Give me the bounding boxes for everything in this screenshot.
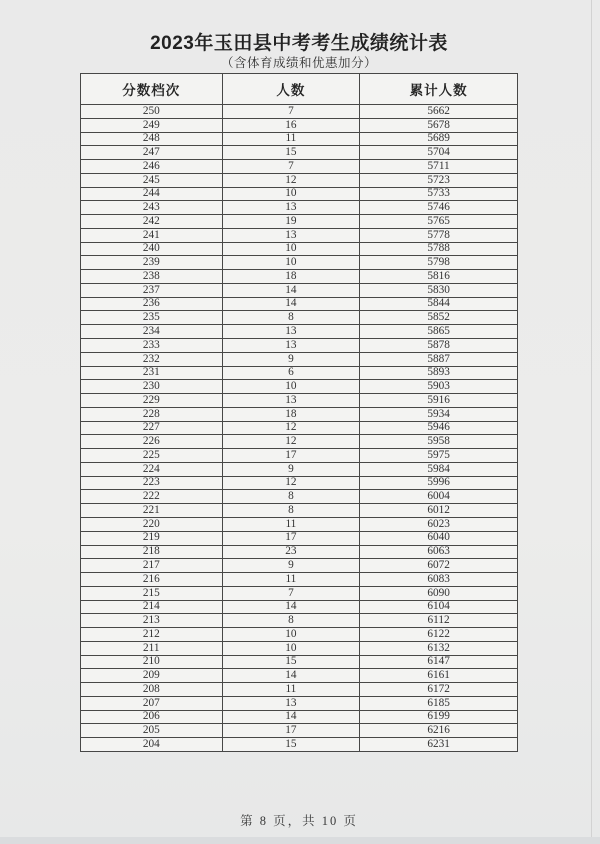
table-row <box>81 614 518 628</box>
table-row <box>81 683 518 697</box>
table-cell: 208 <box>81 683 223 697</box>
table-cell: 12 <box>222 421 360 435</box>
table-row <box>81 669 518 683</box>
table-row <box>81 311 518 325</box>
table-cell: 5958 <box>360 435 518 449</box>
table-cell: 10 <box>222 628 360 642</box>
table-cell: 5934 <box>360 407 518 421</box>
table-row <box>81 696 518 710</box>
table-cell: 18 <box>222 270 360 284</box>
table-row <box>81 586 518 600</box>
table-row <box>81 710 518 724</box>
table-cell: 226 <box>81 435 223 449</box>
table-row <box>81 352 518 366</box>
table-row <box>81 160 518 174</box>
table-cell: 5946 <box>360 421 518 435</box>
table-cell: 17 <box>222 449 360 463</box>
table-cell: 5678 <box>360 118 518 132</box>
table-cell: 234 <box>81 325 223 339</box>
table-cell: 11 <box>222 683 360 697</box>
table-cell: 206 <box>81 710 223 724</box>
table-cell: 229 <box>81 394 223 408</box>
table-cell: 241 <box>81 228 223 242</box>
table-cell: 5746 <box>360 201 518 215</box>
table-row <box>81 146 518 160</box>
table-cell: 6199 <box>360 710 518 724</box>
table-cell: 205 <box>81 724 223 738</box>
header-score-level: 分数档次 <box>81 74 223 105</box>
table-row <box>81 325 518 339</box>
table-cell: 6132 <box>360 641 518 655</box>
table-row <box>81 380 518 394</box>
table-cell: 224 <box>81 462 223 476</box>
table-cell: 6161 <box>360 669 518 683</box>
table-cell: 233 <box>81 339 223 353</box>
table-row <box>81 132 518 146</box>
table-cell: 8 <box>222 614 360 628</box>
table-cell: 249 <box>81 118 223 132</box>
table-cell: 10 <box>222 380 360 394</box>
table-row <box>81 228 518 242</box>
table-cell: 5996 <box>360 476 518 490</box>
table-cell: 247 <box>81 146 223 160</box>
table-cell: 11 <box>222 132 360 146</box>
table-cell: 23 <box>222 545 360 559</box>
table-cell: 18 <box>222 407 360 421</box>
table-cell: 6004 <box>360 490 518 504</box>
table-row <box>81 462 518 476</box>
table-cell: 239 <box>81 256 223 270</box>
table-row <box>81 366 518 380</box>
table-cell: 9 <box>222 559 360 573</box>
table-row <box>81 449 518 463</box>
scan-bottom-shadow <box>0 837 600 844</box>
table-cell: 6104 <box>360 600 518 614</box>
table-cell: 14 <box>222 669 360 683</box>
table-cell: 15 <box>222 738 360 752</box>
table-cell: 5984 <box>360 462 518 476</box>
table-cell: 221 <box>81 504 223 518</box>
table-cell: 10 <box>222 256 360 270</box>
table-cell: 245 <box>81 173 223 187</box>
table-cell: 14 <box>222 710 360 724</box>
table-row <box>81 545 518 559</box>
page-number-footer: 第 8 页，共 10 页 <box>240 814 358 828</box>
table-cell: 5765 <box>360 215 518 229</box>
scan-page-edge <box>591 0 592 844</box>
table-cell: 209 <box>81 669 223 683</box>
table-row <box>81 490 518 504</box>
table-row <box>81 641 518 655</box>
table-cell: 5711 <box>360 160 518 174</box>
table-cell: 5733 <box>360 187 518 201</box>
table-cell: 219 <box>81 531 223 545</box>
table-cell: 5865 <box>360 325 518 339</box>
table-cell: 6 <box>222 366 360 380</box>
table-cell: 17 <box>222 531 360 545</box>
table-cell: 5903 <box>360 380 518 394</box>
table-row <box>81 517 518 531</box>
table-cell: 217 <box>81 559 223 573</box>
table-cell: 9 <box>222 462 360 476</box>
table-row <box>81 628 518 642</box>
table-row <box>81 407 518 421</box>
table-cell: 213 <box>81 614 223 628</box>
document-title: 2023年玉田县中考考生成绩统计表 <box>150 33 448 54</box>
table-cell: 212 <box>81 628 223 642</box>
table-cell: 238 <box>81 270 223 284</box>
table-row <box>81 504 518 518</box>
table-cell: 5830 <box>360 283 518 297</box>
table-cell: 232 <box>81 352 223 366</box>
table-cell: 5704 <box>360 146 518 160</box>
header-count: 人数 <box>222 74 360 105</box>
table-cell: 5844 <box>360 297 518 311</box>
table-cell: 13 <box>222 325 360 339</box>
table-row <box>81 435 518 449</box>
table-cell: 250 <box>81 105 223 119</box>
table-cell: 8 <box>222 504 360 518</box>
table-cell: 13 <box>222 696 360 710</box>
table-cell: 10 <box>222 242 360 256</box>
table-cell: 246 <box>81 160 223 174</box>
table-cell: 5916 <box>360 394 518 408</box>
table-cell: 13 <box>222 228 360 242</box>
table-row <box>81 724 518 738</box>
table-cell: 6040 <box>360 531 518 545</box>
table-row <box>81 105 518 119</box>
table-row <box>81 215 518 229</box>
score-statistics-table <box>80 73 518 752</box>
table-cell: 5887 <box>360 352 518 366</box>
table-cell: 15 <box>222 146 360 160</box>
table-cell: 237 <box>81 283 223 297</box>
table-cell: 7 <box>222 586 360 600</box>
table-cell: 19 <box>222 215 360 229</box>
table-cell: 6185 <box>360 696 518 710</box>
table-cell: 5893 <box>360 366 518 380</box>
table-cell: 227 <box>81 421 223 435</box>
table-cell: 11 <box>222 517 360 531</box>
table-cell: 6172 <box>360 683 518 697</box>
table-cell: 16 <box>222 118 360 132</box>
table-cell: 220 <box>81 517 223 531</box>
header-cumulative-count: 累计人数 <box>360 74 518 105</box>
table-cell: 5798 <box>360 256 518 270</box>
table-cell: 11 <box>222 573 360 587</box>
table-cell: 5689 <box>360 132 518 146</box>
table-cell: 5878 <box>360 339 518 353</box>
table-cell: 5852 <box>360 311 518 325</box>
table-cell: 235 <box>81 311 223 325</box>
table-cell: 218 <box>81 545 223 559</box>
table-cell: 13 <box>222 339 360 353</box>
table-row <box>81 738 518 752</box>
table-cell: 214 <box>81 600 223 614</box>
table-cell: 13 <box>222 201 360 215</box>
table-cell: 6083 <box>360 573 518 587</box>
table-cell: 14 <box>222 297 360 311</box>
table-row <box>81 573 518 587</box>
table-row <box>81 655 518 669</box>
table-cell: 6216 <box>360 724 518 738</box>
table-cell: 207 <box>81 696 223 710</box>
table-cell: 10 <box>222 641 360 655</box>
table-cell: 13 <box>222 394 360 408</box>
table-cell: 248 <box>81 132 223 146</box>
table-row <box>81 476 518 490</box>
table-cell: 6231 <box>360 738 518 752</box>
table-cell: 17 <box>222 724 360 738</box>
table-cell: 15 <box>222 655 360 669</box>
table-cell: 5788 <box>360 242 518 256</box>
table-cell: 215 <box>81 586 223 600</box>
table-cell: 7 <box>222 105 360 119</box>
table-cell: 12 <box>222 435 360 449</box>
score-table-body <box>81 105 518 752</box>
table-row <box>81 173 518 187</box>
table-cell: 10 <box>222 187 360 201</box>
table-cell: 223 <box>81 476 223 490</box>
table-cell: 5975 <box>360 449 518 463</box>
table-cell: 242 <box>81 215 223 229</box>
table-cell: 231 <box>81 366 223 380</box>
table-cell: 6012 <box>360 504 518 518</box>
table-row <box>81 118 518 132</box>
table-row <box>81 559 518 573</box>
table-cell: 225 <box>81 449 223 463</box>
table-cell: 7 <box>222 160 360 174</box>
table-cell: 6112 <box>360 614 518 628</box>
table-row <box>81 242 518 256</box>
table-cell: 12 <box>222 476 360 490</box>
table-cell: 210 <box>81 655 223 669</box>
table-cell: 12 <box>222 173 360 187</box>
table-row <box>81 339 518 353</box>
table-cell: 5723 <box>360 173 518 187</box>
table-cell: 6090 <box>360 586 518 600</box>
table-cell: 6147 <box>360 655 518 669</box>
document-subtitle: （含体育成绩和优惠加分） <box>220 56 377 70</box>
table-row <box>81 600 518 614</box>
table-cell: 228 <box>81 407 223 421</box>
table-row <box>81 283 518 297</box>
table-cell: 9 <box>222 352 360 366</box>
table-cell: 222 <box>81 490 223 504</box>
table-cell: 5816 <box>360 270 518 284</box>
table-row <box>81 187 518 201</box>
table-cell: 6023 <box>360 517 518 531</box>
table-cell: 8 <box>222 490 360 504</box>
table-cell: 6072 <box>360 559 518 573</box>
table-cell: 216 <box>81 573 223 587</box>
table-cell: 204 <box>81 738 223 752</box>
table-cell: 240 <box>81 242 223 256</box>
table-row <box>81 270 518 284</box>
table-cell: 14 <box>222 600 360 614</box>
table-cell: 5662 <box>360 105 518 119</box>
table-row <box>81 394 518 408</box>
table-cell: 244 <box>81 187 223 201</box>
table-cell: 211 <box>81 641 223 655</box>
table-cell: 6063 <box>360 545 518 559</box>
table-header-row <box>81 74 518 105</box>
table-row <box>81 201 518 215</box>
table-cell: 243 <box>81 201 223 215</box>
table-cell: 230 <box>81 380 223 394</box>
table-row <box>81 421 518 435</box>
table-cell: 236 <box>81 297 223 311</box>
table-cell: 6122 <box>360 628 518 642</box>
table-cell: 14 <box>222 283 360 297</box>
table-cell: 8 <box>222 311 360 325</box>
table-cell: 5778 <box>360 228 518 242</box>
table-row <box>81 531 518 545</box>
table-row <box>81 297 518 311</box>
table-row <box>81 256 518 270</box>
